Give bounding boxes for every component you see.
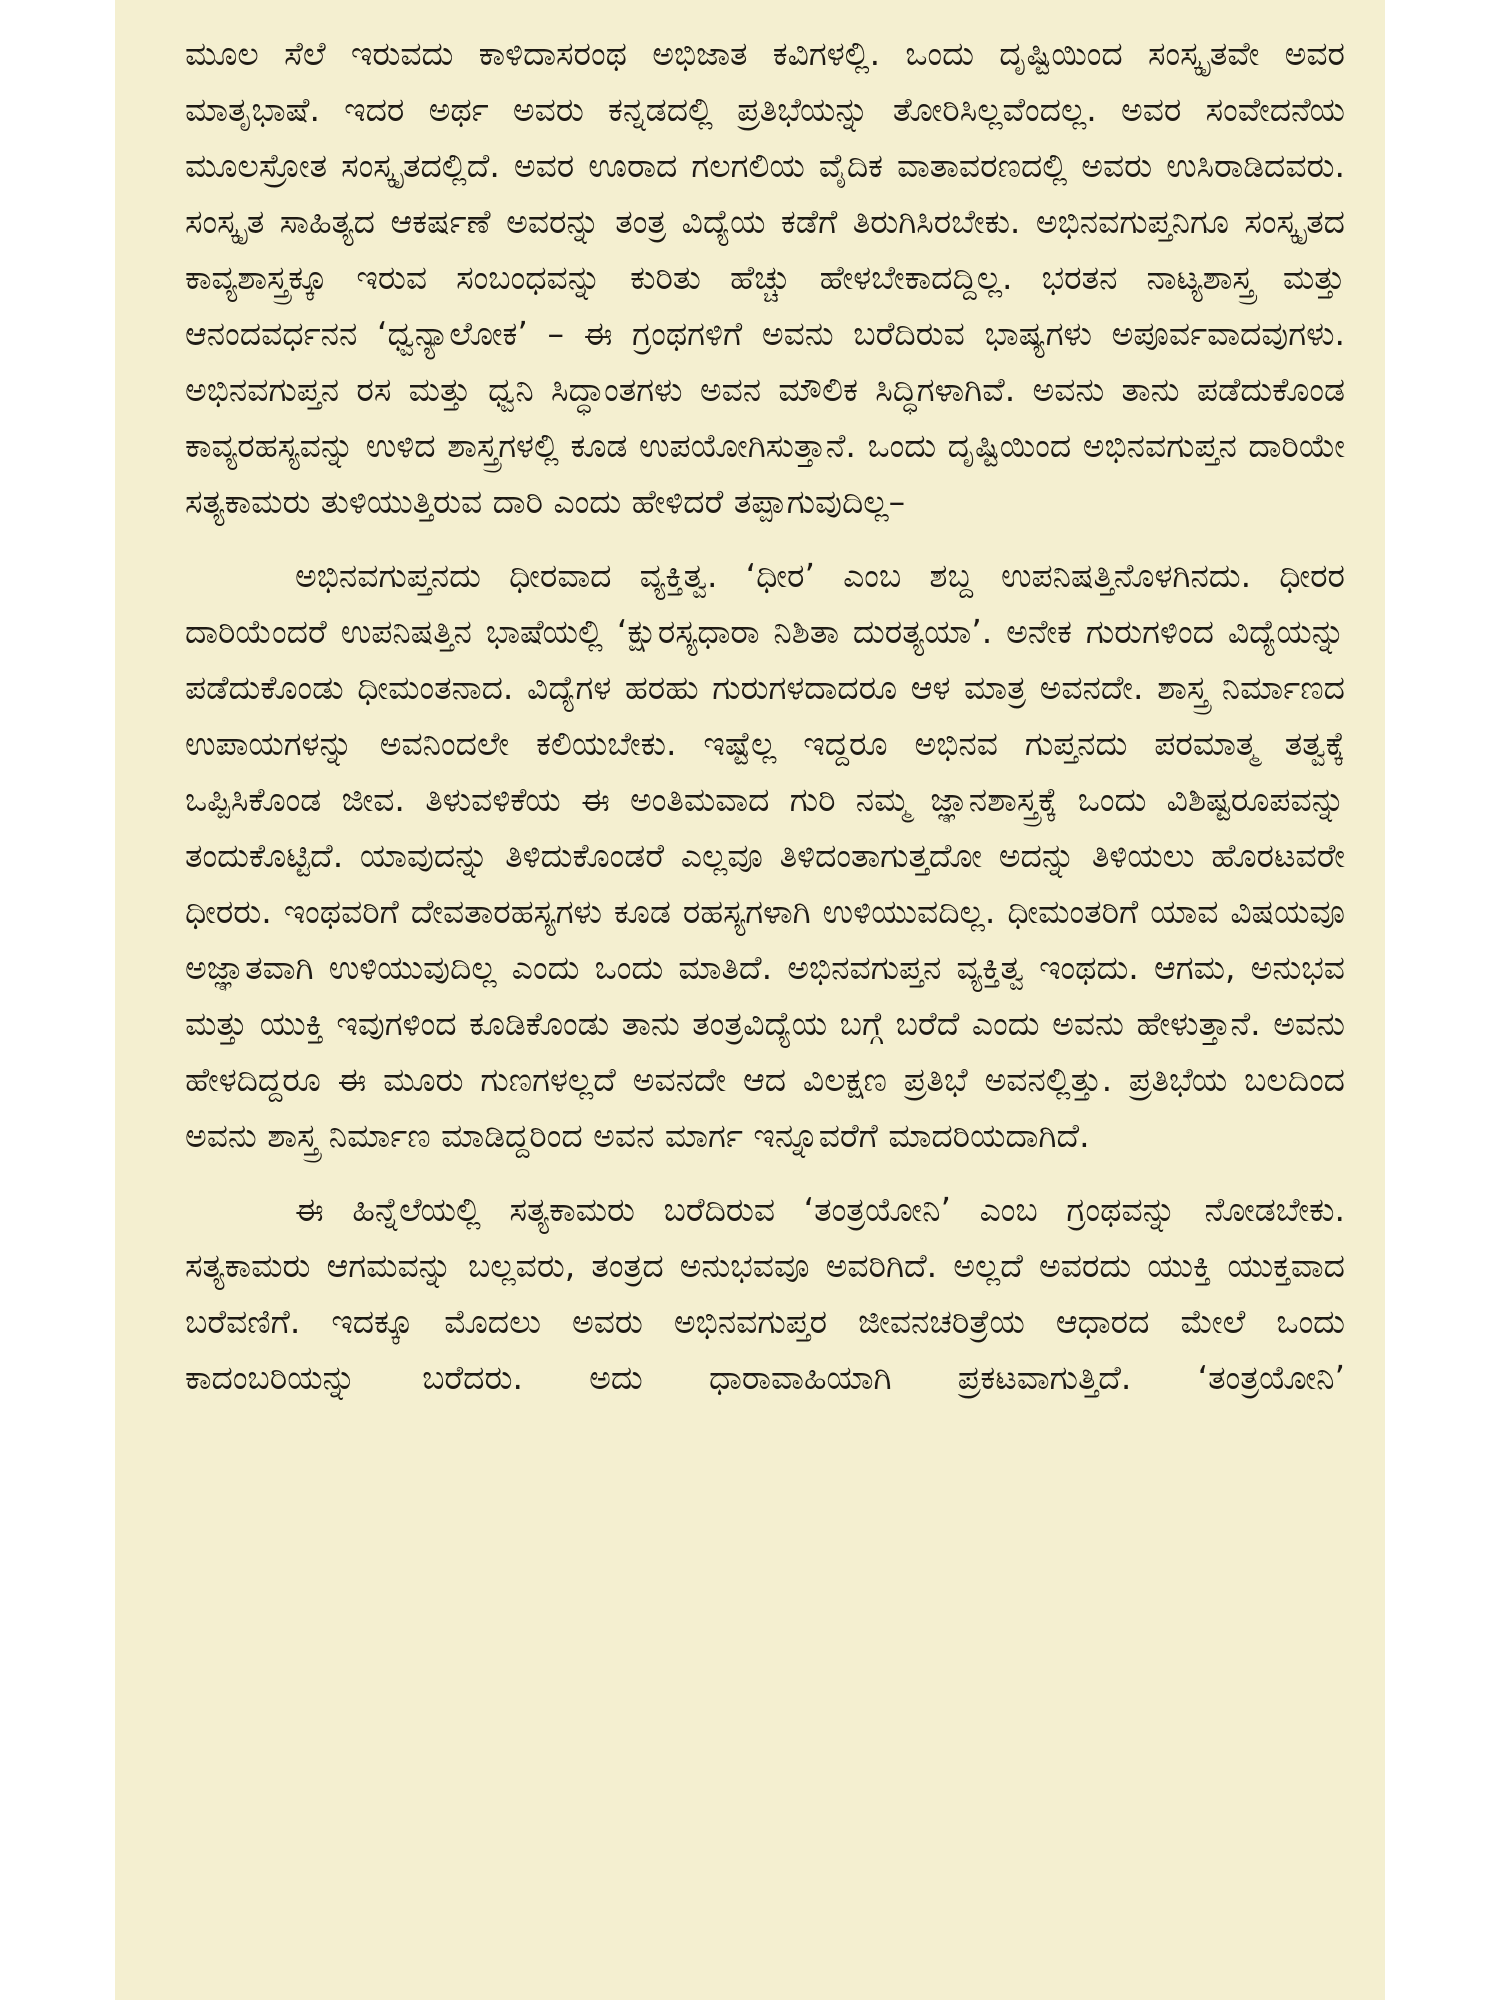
- paragraph-2: ಅಭಿನವಗುಪ್ತನದು ಧೀರವಾದ ವ್ಯಕ್ತಿತ್ವ. ‘ಧೀರ’ ಎಂಬ ಶಬ್ದ ಉಪನಿಷತ್ತಿನೊಳಗಿನದು. ಧೀರರ ದಾರಿಯೆಂದರೆ ಉಪನಿಷತ್ತಿನ ಭಾಷೆಯಲ್ಲಿ ‘ಕ್ಷುರಸ್ಯಧಾರಾ ನಿಶಿತಾ ದುರತ್ಯಯಾ’. ಅನೇಕ ಗುರುಗಳಿಂದ ವಿದ್ಯೆಯನ್ನು ಪಡೆದುಕೊಂಡು ಧೀಮಂತನಾದ. ವಿದ್ಯೆಗಳ ಹರಹು ಗುರುಗಳದಾದರೂ ಆಳ ಮಾತ್ರ ಅವನದೇ. ಶಾಸ್ತ್ರ ನಿರ್ಮಾಣದ ಉಪಾಯಗಳನ್ನು ಅವನಿಂದಲೇ ಕಲಿಯಬೇಕು. ಇಷ್ಟೆಲ್ಲ ಇದ್ದರೂ ಅಭಿನವ ಗುಪ್ತನದು ಪರಮಾತ್ಮ ತತ್ವಕ್ಕೆ ಒಪ್ಪಿಸಿಕೊಂಡ ಜೀವ. ತಿಳುವಳಿಕೆಯ ಈ ಅಂತಿಮವಾದ ಗುರಿ ನಮ್ಮ ಜ್ಞಾನಶಾಸ್ತ್ರಕ್ಕೆ ಒಂದು ವಿಶಿಷ್ಟರೂಪವನ್ನು ತಂದುಕೊಟ್ಟಿದೆ. ಯಾವುದನ್ನು ತಿಳಿದುಕೊಂಡರೆ ಎಲ್ಲವೂ ತಿಳಿದಂತಾಗುತ್ತದೋ ಅದನ್ನು ತಿಳಿಯಲು ಹೊರಟವರೇ ಧೀರರು. ಇಂಥವರಿಗೆ ದೇವತಾರಹಸ್ಯಗಳು ಕೂಡ ರಹಸ್ಯಗಳಾಗಿ ಉಳಿಯುವದಿಲ್ಲ. ಧೀಮಂತರಿಗೆ ಯಾವ ವಿಷಯವೂ ಅಜ್ಞಾತವಾಗಿ ಉಳಿಯುವುದಿಲ್ಲ ಎಂದು ಒಂದು ಮಾತಿದೆ. ಅಭಿನವಗುಪ್ತನ ವ್ಯಕ್ತಿತ್ವ ಇಂಥದು. ಆಗಮ, ಅನುಭವ ಮತ್ತು ಯುಕ್ತಿ ಇವುಗಳಿಂದ ಕೂಡಿಕೊಂಡು ತಾನು ತಂತ್ರವಿದ್ಯೆಯ ಬಗ್ಗೆ ಬರೆದೆ ಎಂದು ಅವನು ಹೇಳುತ್ತಾನೆ. ಅವನು ಹೇಳದಿದ್ದರೂ ಈ ಮೂರು ಗುಣಗಳಲ್ಲದೆ ಅವನದೇ ಆದ ವಿಲಕ್ಷಣ ಪ್ರತಿಭೆ ಅವನಲ್ಲಿತ್ತು. ಪ್ರತಿಭೆಯ ಬಲದಿಂದ ಅವನು ಶಾಸ್ತ್ರ ನಿರ್ಮಾಣ ಮಾಡಿದ್ದರಿಂದ ಅವನ ಮಾರ್ಗ ಇನ್ನೂವರೆಗೆ ಮಾದರಿಯದಾಗಿದೆ.: [185, 556, 1345, 1155]
- body-text: [185, 26, 1345, 1406]
- paragraph-3: ಈ ಹಿನ್ನೆಲೆಯಲ್ಲಿ ಸತ್ಯಕಾಮರು ಬರೆದಿರುವ ‘ತಂತ್ರಯೋನಿ’ ಎಂಬ ಗ್ರಂಥವನ್ನು ನೋಡಬೇಕು. ಸತ್ಯಕಾಮರು ಆಗಮವನ್ನು ಬಲ್ಲವರು, ತಂತ್ರದ ಅನುಭವವೂ ಅವರಿಗಿದೆ. ಅಲ್ಲದೆ ಅವರದು ಯುಕ್ತಿ ಯುಕ್ತವಾದ ಬರೆವಣಿಗೆ. ಇದಕ್ಕೂ ಮೊದಲು ಅವರು ಅಭಿನವಗುಪ್ತರ ಜೀವನಚರಿತ್ರೆಯ ಆಧಾರದ ಮೇಲೆ ಒಂದು ಕಾದಂಬರಿಯನ್ನು ಬರೆದರು. ಅದು ಧಾರಾವಾಹಿಯಾಗಿ ಪ್ರಕಟವಾಗುತ್ತಿದೆ. ‘ತಂತ್ರಯೋನಿ’: [185, 1190, 1345, 1397]
- book-page: [115, 0, 1385, 2000]
- paragraph-1: ಮೂಲ ಸೆಲೆ ಇರುವದು ಕಾಳಿದಾಸರಂಥ ಅಭಿಜಾತ ಕವಿಗಳಲ್ಲಿ. ಒಂದು ದೃಷ್ಟಿಯಿಂದ ಸಂಸ್ಕೃತವೇ ಅವರ ಮಾತೃಭಾಷೆ. ಇದರ ಅರ್ಥ ಅವರು ಕನ್ನಡದಲ್ಲಿ ಪ್ರತಿಭೆಯನ್ನು ತೋರಿಸಿಲ್ಲವೆಂದಲ್ಲ. ಅವರ ಸಂವೇದನೆಯ ಮೂಲಸ್ರೋತ ಸಂಸ್ಕೃತದಲ್ಲಿದೆ. ಅವರ ಊರಾದ ಗಲಗಲಿಯ ವೈದಿಕ ವಾತಾವರಣದಲ್ಲಿ ಅವರು ಉಸಿರಾಡಿದವರು. ಸಂಸ್ಕೃತ ಸಾಹಿತ್ಯದ ಆಕರ್ಷಣೆ ಅವರನ್ನು ತಂತ್ರ ವಿದ್ಯೆಯ ಕಡೆಗೆ ತಿರುಗಿಸಿರಬೇಕು. ಅಭಿನವಗುಪ್ತನಿಗೂ ಸಂಸ್ಕೃತದ ಕಾವ್ಯಶಾಸ್ತ್ರಕ್ಕೂ ಇರುವ ಸಂಬಂಧವನ್ನು ಕುರಿತು ಹೆಚ್ಚು ಹೇಳಬೇಕಾದದ್ದಿಲ್ಲ. ಭರತನ ನಾಟ್ಯಶಾಸ್ತ್ರ ಮತ್ತು ಆನಂದವರ್ಧನನ ‘ಧ್ವನ್ಯಾಲೋಕ’ – ಈ ಗ್ರಂಥಗಳಿಗೆ ಅವನು ಬರೆದಿರುವ ಭಾಷ್ಯಗಳು ಅಪೂರ್ವವಾದವುಗಳು. ಅಭಿನವಗುಪ್ತನ ರಸ ಮತ್ತು ಧ್ವನಿ ಸಿದ್ಧಾಂತಗಳು ಅವನ ಮೌಲಿಕ ಸಿದ್ಧಿಗಳಾಗಿವೆ. ಅವನು ತಾನು ಪಡೆದುಕೊಂಡ ಕಾವ್ಯರಹಸ್ಯವನ್ನು ಉಳಿದ ಶಾಸ್ತ್ರಗಳಲ್ಲಿ ಕೂಡ ಉಪಯೋಗಿಸುತ್ತಾನೆ. ಒಂದು ದೃಷ್ಟಿಯಿಂದ ಅಭಿನವಗುಪ್ತನ ದಾರಿಯೇ ಸತ್ಯಕಾಮರು ತುಳಿಯುತ್ತಿರುವ ದಾರಿ ಎಂದು ಹೇಳಿದರೆ ತಪ್ಪಾಗುವುದಿಲ್ಲ–: [185, 34, 1345, 521]
